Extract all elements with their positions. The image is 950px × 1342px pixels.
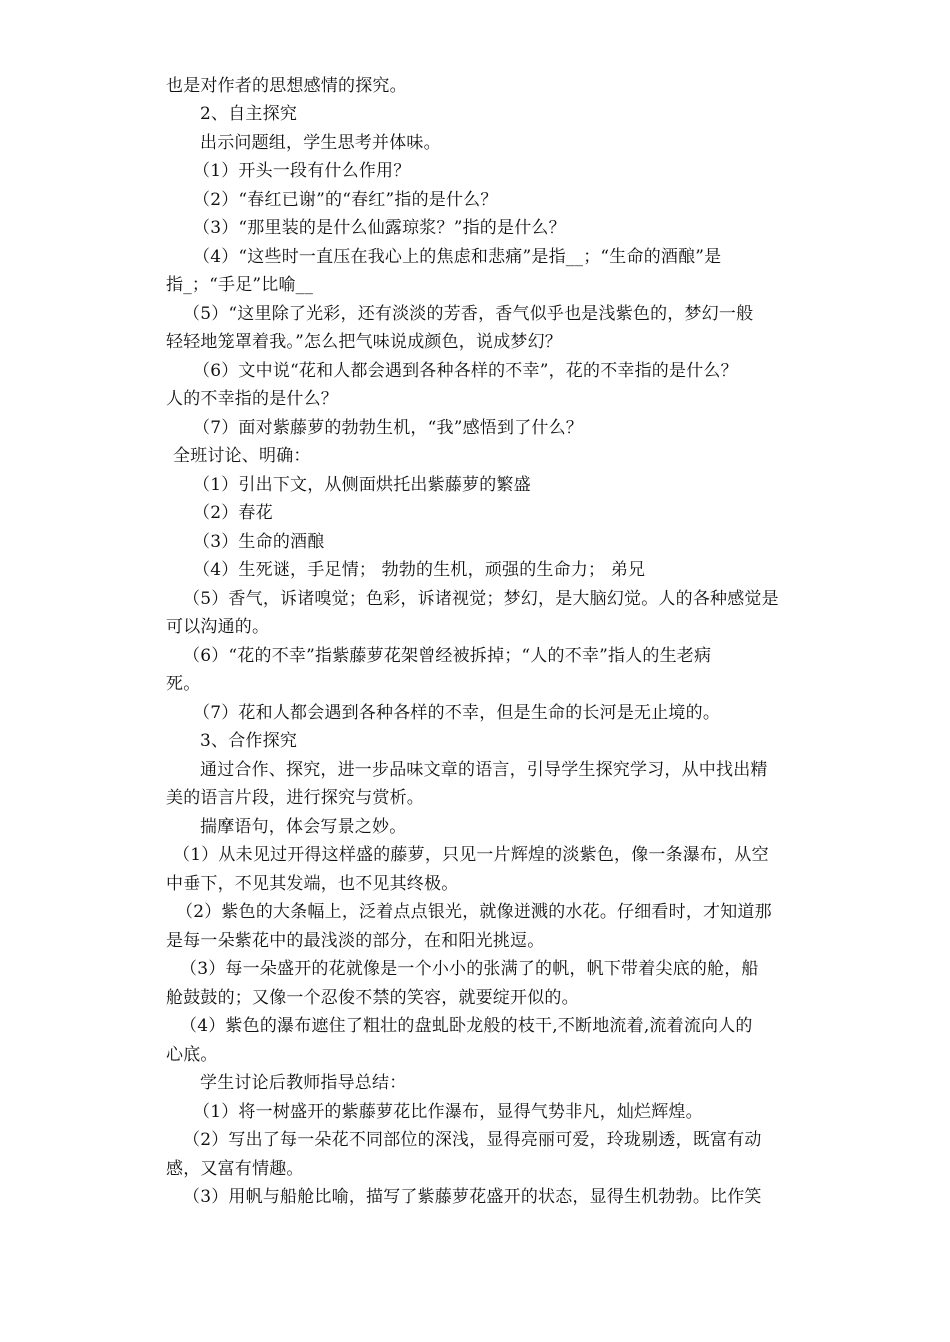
text-line: 揣摩语句，体会写景之妙。	[200, 817, 407, 837]
text-line: 通过合作、探究，进一步品味文章的语言，引导学生探究学习，从中找出精	[200, 760, 768, 780]
section-heading: 3、合作探究	[200, 731, 298, 751]
question-item: （1）开头一段有什么作用？	[193, 161, 411, 181]
answer-item: （3）生命的酒酿	[193, 532, 325, 552]
quote-item: （2）紫色的大条幅上，泛着点点银光，就像迸溅的水花。仔细看时，才知道那	[176, 902, 772, 922]
text-line: 也是对作者的思想感情的探究。	[166, 76, 407, 96]
section-heading: 2、自主探究	[200, 104, 298, 124]
question-item: （2）“春红已谢”的“春红”指的是什么？	[193, 190, 498, 210]
quote-item: （3）每一朵盛开的花就像是一个小小的张满了的帆，帆下带着尖底的舱，船	[180, 959, 759, 979]
question-item: （6）文中说“花和人都会遇到各种各样的不幸”，花的不幸指的是什么？	[193, 361, 738, 381]
question-item: （5）“这里除了光彩，还有淡淡的芳香，香气似乎也是浅紫色的，梦幻一般	[183, 304, 754, 324]
answer-item: （1）引出下文，从侧面烘托出紫藤萝的繁盛	[193, 475, 531, 495]
question-item-continued: 人的不幸指的是什么？	[166, 389, 338, 409]
question-item: （3）“那里装的是什么仙露琼浆？”指的是什么？	[193, 218, 566, 238]
answer-item: （2）春花	[193, 503, 273, 523]
summary-item: （2）写出了每一朵花不同部位的深浅，显得亮丽可爱，玲珑剔透，既富有动	[183, 1130, 762, 1150]
quote-item: （4）紫色的瀑布遮住了粗壮的盘虬卧龙般的枝干,不断地流着,流着流向人的	[180, 1016, 753, 1036]
quote-item-continued: 心底。	[166, 1045, 218, 1065]
quote-item-continued: 中垂下，不见其发端，也不见其终极。	[166, 874, 459, 894]
answer-item: （5）香气，诉诸嗅觉；色彩，诉诸视觉；梦幻，是大脑幻觉。人的各种感觉是	[183, 589, 779, 609]
summary-item-continued: 感，又富有情趣。	[166, 1159, 304, 1179]
text-line: 学生讨论后教师指导总结：	[200, 1073, 407, 1093]
quote-item-continued: 是每一朵紫花中的最浅淡的部分，在和阳光挑逗。	[166, 931, 545, 951]
quote-item-continued: 舱鼓鼓的；又像一个忍俊不禁的笑容，就要绽开似的。	[166, 988, 579, 1008]
summary-item: （1）将一树盛开的紫藤萝花比作瀑布，显得气势非凡，灿烂辉煌。	[193, 1102, 703, 1122]
question-item-continued: 指_；“手足”比喻__	[166, 275, 314, 295]
question-item: （4）“这些时一直压在我心上的焦虑和悲痛”是指__；“生命的酒酿”是	[193, 247, 722, 267]
answer-item-continued: 死。	[166, 674, 201, 694]
quote-item: （1）从未见过开得这样盛的藤萝，只见一片辉煌的淡紫色，像一条瀑布，从空	[173, 845, 769, 865]
question-item-continued: 轻轻地笼罩着我。”怎么把气味说成颜色，说成梦幻？	[166, 332, 562, 352]
question-item: （7）面对紫藤萝的勃勃生机，“我”感悟到了什么？	[193, 418, 583, 438]
text-line: 出示问题组，学生思考并体味。	[200, 133, 441, 153]
answer-item: （6）“花的不幸”指紫藤萝花架曾经被拆掉；“人的不幸”指人的生老病	[183, 646, 712, 666]
answer-item: （7）花和人都会遇到各种各样的不幸，但是生命的长河是无止境的。	[193, 703, 721, 723]
answer-item-continued: 可以沟通的。	[166, 617, 270, 637]
summary-item: （3）用帆与船舱比喻，描写了紫藤萝花盛开的状态，显得生机勃勃。比作笑	[183, 1187, 762, 1207]
answer-item: （4）生死谜，手足情； 勃勃的生机，顽强的生命力； 弟兄	[193, 560, 646, 580]
text-line: 美的语言片段，进行探究与赏析。	[166, 788, 424, 808]
text-line: 全班讨论、明确：	[173, 446, 311, 466]
